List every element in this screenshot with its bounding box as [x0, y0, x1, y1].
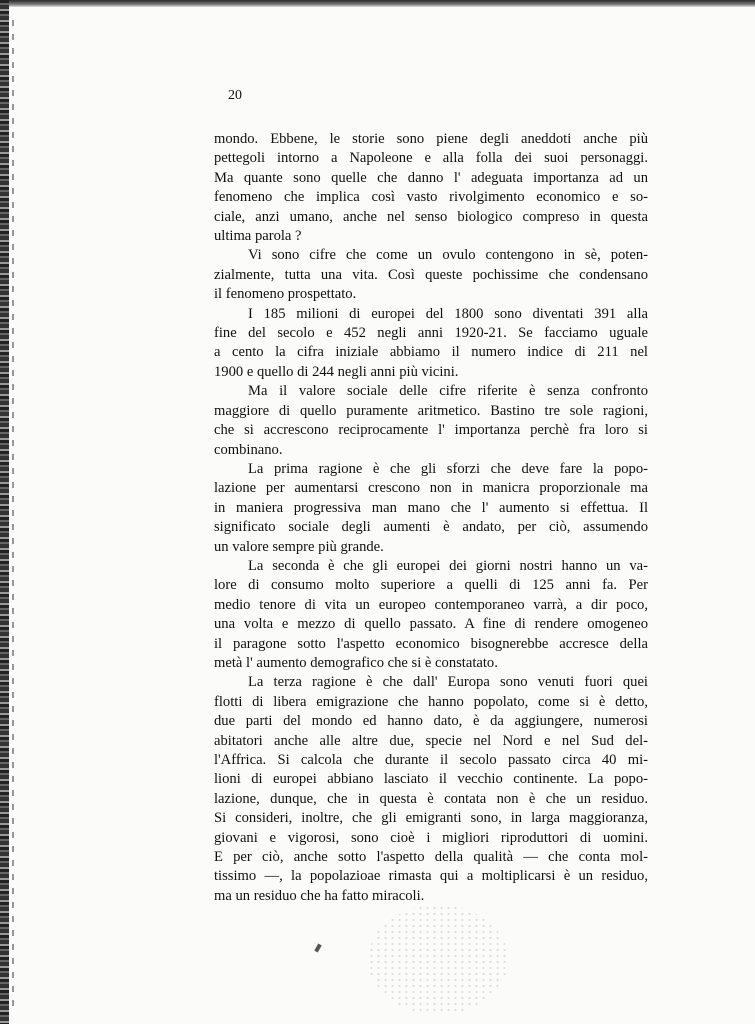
text-line: pettegoli intorno a Napoleone e alla folla dei suoi personaggi. — [214, 150, 648, 167]
text-line: Ma quante sono quelle che danno l' adeguata importanza ad un — [214, 169, 648, 186]
scan-top-edge — [0, 0, 755, 7]
scan-binding-edge — [0, 0, 9, 1024]
text-line: La terza ragione è che dall' Europa sono venuti fuori quei — [248, 674, 648, 691]
text-line: lore di consumo molto superiore a quelli di 125 anni fa. Per — [214, 577, 648, 594]
text-line: ma un residuo che ha fatto miracoli. — [214, 887, 425, 904]
text-line: E per ciò, anche sotto l'aspetto della qualità — che conta mol- — [214, 849, 648, 866]
text-line: un valore sempre più grande. — [214, 538, 384, 555]
text-line: a cento la cifra iniziale abbiamo il numero indice di 211 nel — [214, 344, 648, 361]
text-line: giovani e vigorosi, sono cioè i migliori riproduttori di uomini. — [214, 829, 648, 846]
text-line: metà l' aumento demografico che si è constatato. — [214, 654, 498, 671]
text-line: 1900 e quello di 244 negli anni più vicini. — [214, 363, 459, 380]
scan-binding-shadow — [12, 20, 14, 1010]
text-line: il paragone sotto l'aspetto economico bisognerebbe accresce della — [214, 635, 648, 652]
text-line: lioni di europei abbiano lasciato il vecchio continente. La popo- — [214, 771, 648, 788]
text-line: Si consideri, inoltre, che gli emigranti sono, in larga maggioranza, — [214, 810, 648, 827]
text-line: fenomeno che implica così vasto rivolgimento economico e so- — [214, 189, 648, 206]
body-text — [214, 130, 648, 906]
text-line: zialmente, tutta una vita. Così queste pochissime che condensano — [214, 266, 648, 283]
text-line: maggiore di quello puramente aritmetico. Bastino tre sole ragioni, — [214, 402, 648, 419]
text-line: due parti del mondo ed hanno dato, è da aggiungere, numerosi — [214, 713, 648, 730]
text-line: in maniera progressiva man mano che l' aumento si effettua. Il — [214, 499, 648, 516]
text-line: significato sociale degli aumenti è andato, per ciò, assumendo — [214, 519, 648, 536]
text-line: I 185 milioni di europei del 1800 sono diventati 391 alla — [248, 305, 648, 322]
text-line: ciale, anzi umano, anche nel senso biologico compreso in questa — [214, 208, 648, 225]
text-line: La prima ragione è che gli sforzi che deve fare la popo- — [248, 460, 648, 477]
text-line: Vi sono cifre che come un ovulo contengono in sè, poten- — [248, 247, 648, 264]
text-line: lazione per aumentarsi crescono non in manicra proporzionale ma — [214, 480, 648, 497]
scan-speck — [314, 944, 321, 953]
text-line: mondo. Ebbene, le storie sono piene degli aneddoti anche più — [214, 131, 648, 147]
page-number: 20 — [228, 88, 242, 103]
text-line: La seconda è che gli europei dei giorni nostri hanno un va- — [248, 557, 648, 574]
text-line: combinano. — [214, 441, 283, 458]
text-line: abitatori anche alle altre due, specie nel Nord e nel Sud del- — [214, 732, 648, 749]
text-line: il fenomeno prospettato. — [214, 286, 357, 303]
text-line: fine del secolo e 452 negli anni 1920-21. Se facciamo uguale — [214, 325, 648, 342]
scan-smudge — [368, 905, 508, 1015]
text-line: l'Affrica. Si calcola che durante il secolo passato circa 40 mi- — [214, 752, 648, 768]
text-line: flotti di libera emigrazione che hanno popolato, come si è detto, — [214, 693, 648, 710]
text-line: lazione, dunque, che in questa è contata non è che un residuo. — [214, 790, 648, 807]
text-line: medio tenore di vita un europeo contemporaneo varrà, a dir poco, — [214, 596, 648, 613]
text-line: Ma il valore sociale delle cifre riferite è senza confronto — [248, 383, 648, 400]
text-line: una volta e mezzo di quello passato. A fine di rendere omogeneo — [214, 616, 648, 633]
text-line: che si accrescono reciprocamente l' importanza perchè fra loro si — [214, 422, 648, 439]
text-line: tissimo —, la popolazioae rimasta qui a moltiplicarsi è un residuo, — [214, 868, 648, 885]
text-line: ultima parola ? — [214, 228, 302, 245]
